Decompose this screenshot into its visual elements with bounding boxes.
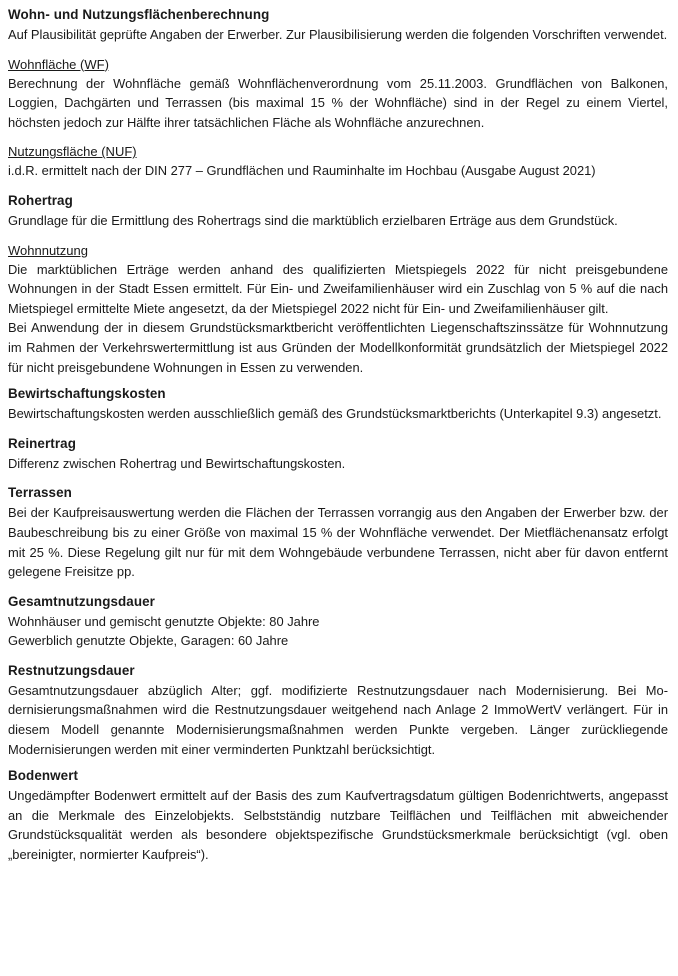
section-terrassen bbox=[8, 483, 668, 581]
section-wohnnutzung bbox=[8, 241, 668, 378]
section-title: Terrassen bbox=[8, 485, 72, 501]
section-text: Auf Plausibilität geprüfte Angaben der Erwerber. Zur Plausibilisierung werden die folgenden Vorschriften verwendet. bbox=[8, 27, 668, 42]
section-text: Die marktüblichen Erträge werden anhand des qualifizierten Mietspiegels 2022 für nicht preisgebundene Wohnungen in der Stadt Essen ermittelt. Für Ein- und Zweifamilienhäuser wird ein Zuschlag von 5 % auf die nach Mietspiegel ermittelte Miete angesetzt, da der Mietspiegel 2022 nicht für Ein- und Zweifamilienhäuser gilt. bbox=[8, 261, 668, 316]
section-restnutzungsdauer bbox=[8, 661, 668, 759]
section-text: i.d.R. ermittelt nach der DIN 277 – Grundflächen und Rauminhalte im Hochbau (Ausgabe August 2021) bbox=[8, 163, 596, 179]
section-title: Bodenwert bbox=[8, 768, 79, 784]
section-nutzungsflaeche bbox=[8, 142, 668, 181]
section-text: Berechnung der Wohnfläche gemäß Wohnflächenverordnung vom 25.11.2003. Grundflächen von Balkonen, Loggien, Dachgärten und Terrassen (bis maximal 15 % der Wohnfläche) sind in der Regel zu einem Viertel, höchsten jedoch zur Hälfte ihrer tatsächlichen Fläche als Wohnfläche anzurechnen. bbox=[8, 75, 668, 130]
section-title: Bewirtschaftungskosten bbox=[8, 386, 166, 402]
section-text: Differenz zwischen Rohertrag und Bewirtschaftungskosten. bbox=[8, 455, 346, 471]
section-text-line: Gewerblich genutzte Objekte, Garagen: 60 Jahre bbox=[8, 633, 289, 649]
section-bodenwert bbox=[8, 766, 668, 864]
section-text-line: Wohnhäuser und gemischt genutzte Objekte: 80 Jahre bbox=[8, 613, 320, 629]
section-text: Bei der Kaufpreisauswertung werden die Flächen der Terrassen vorrangig aus den Angaben der Erwerber bzw. der Baubeschreibung bis zu einer Größe von maximal 15 % der Wohnfläche verwendet. Der Mietflächenansatz erfolgt mit 25 %. Diese Regelung gilt nur für mit dem Wohngebäude verbundene Terrassen, nicht aber für davon entfernt gelegene Freisitze pp. bbox=[8, 505, 668, 580]
section-subtitle: Wohnnutzung bbox=[8, 242, 88, 258]
section-title: Rohertrag bbox=[8, 192, 73, 208]
section-gesamtnutzungsdauer bbox=[8, 592, 668, 651]
section-subtitle: Wohnfläche (WF) bbox=[8, 56, 109, 72]
section-text: Ungedämpfter Bodenwert ermittelt auf der Basis des zum Kaufvertragsdatum gültigen Bodenrichtwerts, angepasst an die Merkmale des Einzelobjekts. Selbstständig nutzbare Teilflächen und Teilflächen mit abweichender Grundstücksqualität werden als besondere objektspezifische Grundstücksmerkmale berücksichtigt (vgl. oben „bereinigter, normierter Kaufpreis“). bbox=[8, 788, 668, 863]
section-wohnflaeche bbox=[8, 55, 668, 133]
section-text: Gesamtnutzungsdauer abzüglich Alter; ggf. modifizierte Restnutzungsdauer nach Modernisierung. Bei Modernisierungsmaßnahmen wird die Restnutzungsdauer weitgehend nach Anlage 2 ImmoWertV verlängert. Für in diesem Modell genannte Modernisierungsmaßnahmen werden Punkte vergeben. Länger zurückliegende Modernisierungen werden mit einer verminderten Punktzahl berücksichtigt. bbox=[8, 682, 668, 757]
section-text: Bei Anwendung der in diesem Grundstücksmarktbericht veröffentlichten Liegenschaftszinssätze für Wohnnutzung im Rahmen der Verkehrswertermittlung ist aus Gründen der Modellkonformität grundsätzlich der Mietspiegel 2022 für nicht preisgebundene Wohnungen in Essen zu verwenden. bbox=[8, 320, 668, 375]
section-title: Restnutzungsdauer bbox=[8, 662, 135, 678]
section-text: Bewirtschaftungskosten werden ausschließlich gemäß des Grundstücksmarktberichts (Unterkapitel 9.3) angesetzt. bbox=[8, 406, 662, 422]
section-bewirtschaftungskosten bbox=[8, 384, 668, 424]
section-rohertrag bbox=[8, 191, 668, 231]
section-title: Wohn- und Nutzungsflächenberechnung bbox=[8, 7, 270, 22]
section-text: Grundlage für die Ermittlung des Rohertrags sind die marktüblich erzielbaren Erträge aus dem Grundstück. bbox=[8, 212, 618, 228]
section-title: Reinertrag bbox=[8, 435, 76, 451]
section-reinertrag bbox=[8, 434, 668, 474]
section-title: Gesamtnutzungsdauer bbox=[8, 593, 155, 609]
section-subtitle: Nutzungsfläche (NUF) bbox=[8, 144, 137, 160]
section-intro bbox=[8, 5, 668, 45]
